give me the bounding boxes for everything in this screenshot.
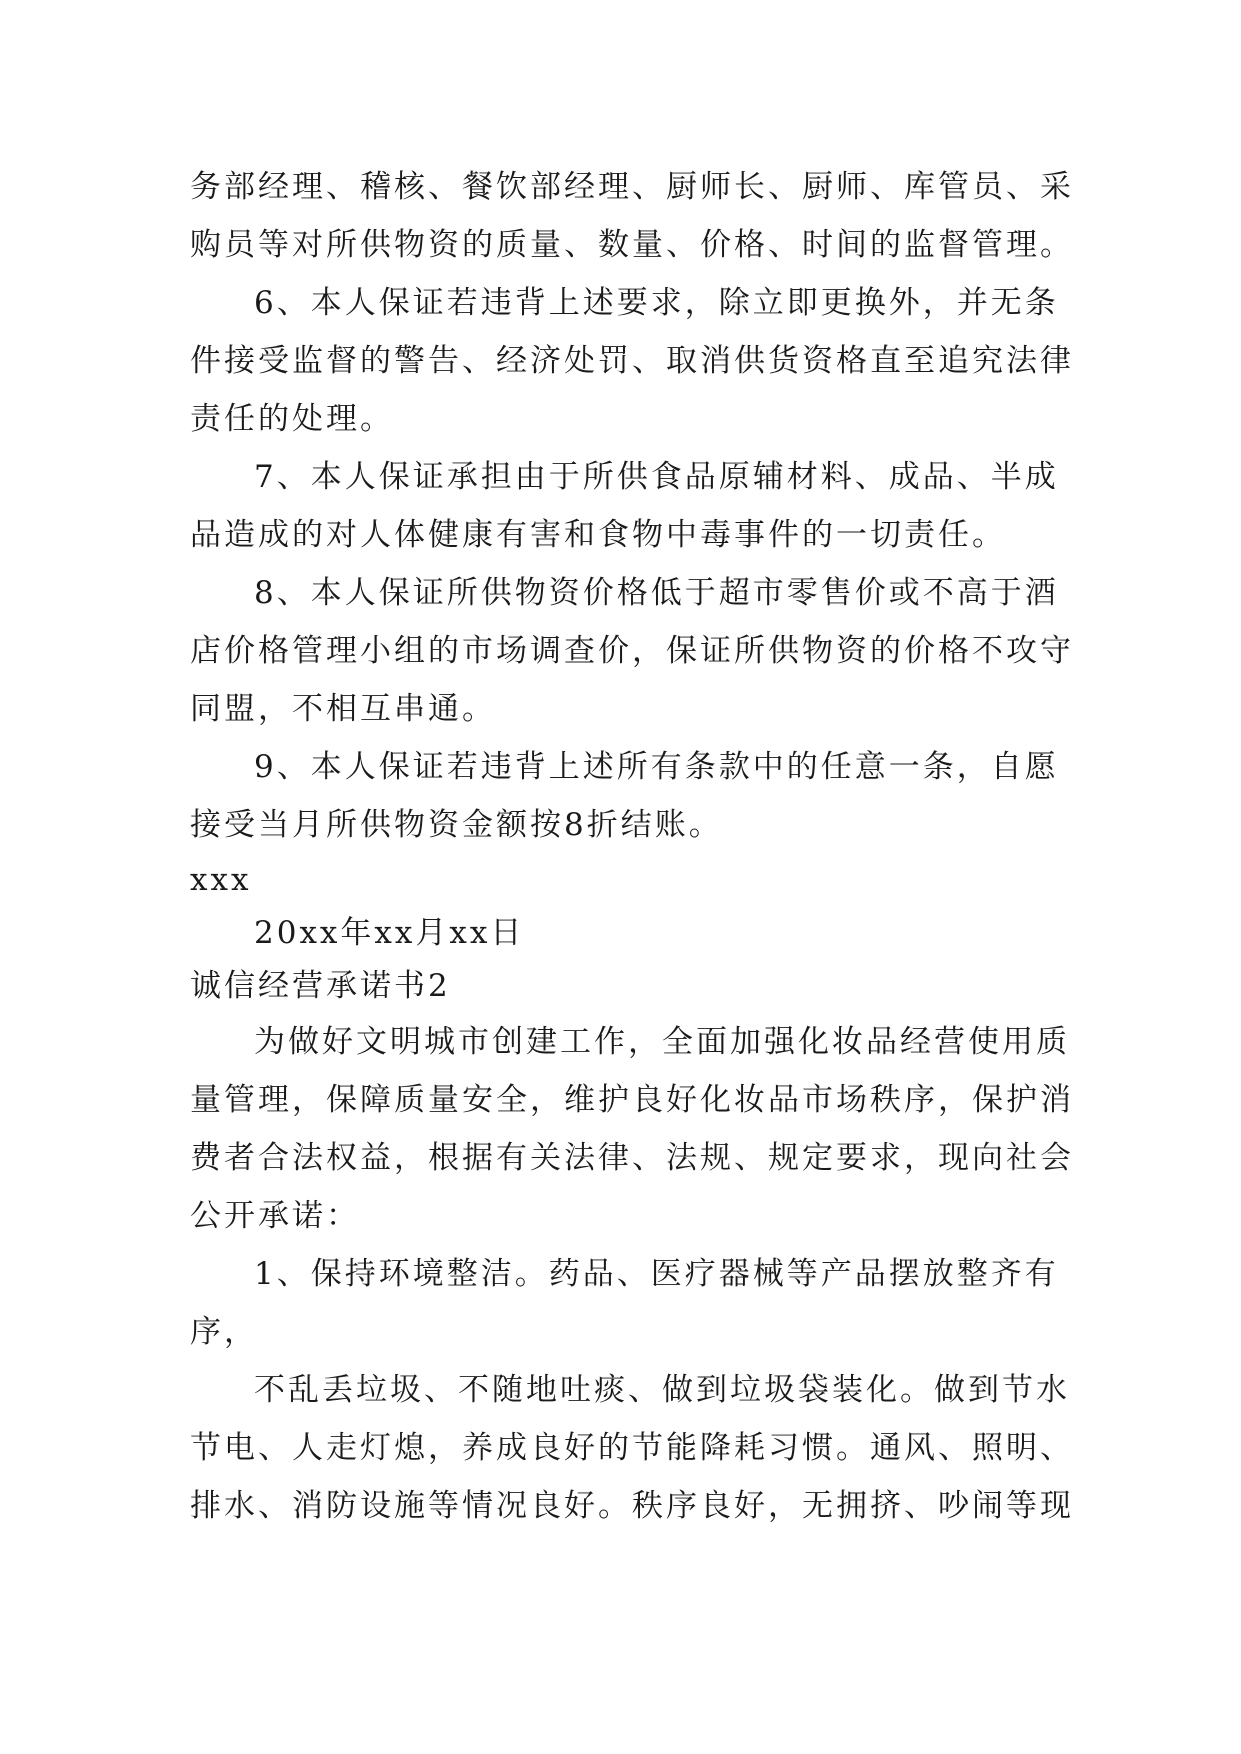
text-line: 务部经理、稽核、餐饮部经理、厨师长、厨师、库管员、采	[190, 169, 1074, 205]
text-line: 件接受监督的警告、经济处罚、取消供货资格直至追究法律	[190, 343, 1074, 379]
clause-9: 9、本人保证若违背上述所有条款中的任意一条，自愿	[254, 749, 1059, 785]
clause-7: 7、本人保证承担由于所供食品原辅材料、成品、半成	[254, 459, 1059, 495]
clause-8: 8、本人保证所供物资价格低于超市零售价或不高于酒	[254, 575, 1059, 611]
signature-name: xxx	[190, 862, 252, 898]
text-line: 接受当月所供物资金额按8折结账。	[190, 807, 723, 843]
text-line: 序，	[190, 1314, 258, 1350]
text-line: 品造成的对人体健康有害和食物中毒事件的一切责任。	[190, 517, 1006, 553]
clause-6: 6、本人保证若违背上述要求，除立即更换外，并无条	[254, 285, 1059, 321]
text-line: 量管理，保障质量安全，维护良好化妆品市场秩序，保护消	[190, 1082, 1074, 1118]
text-line: 责任的处理。	[190, 401, 394, 437]
text-line: 节电、人走灯熄，养成良好的节能降耗习惯。通风、照明、	[190, 1430, 1074, 1466]
text-line: 排水、消防设施等情况良好。秩序良好，无拥挤、吵闹等现	[190, 1488, 1074, 1524]
text-line: 店价格管理小组的市场调查价，保证所供物资的价格不攻守	[190, 633, 1074, 669]
clause-1: 1、保持环境整洁。药品、医疗器械等产品摆放整齐有	[254, 1256, 1059, 1292]
text-line: 公开承诺：	[190, 1198, 360, 1234]
section-title: 诚信经营承诺书2	[190, 968, 451, 1004]
text-line: 购员等对所供物资的质量、数量、价格、时间的监督管理。	[190, 227, 1074, 263]
text-line: 费者合法权益，根据有关法律、法规、规定要求，现向社会	[190, 1140, 1074, 1176]
text-line: 同盟，不相互串通。	[190, 691, 496, 727]
paragraph-start: 不乱丢垃圾、不随地吐痰、做到垃圾袋装化。做到节水	[254, 1372, 1070, 1408]
document-body	[190, 158, 1074, 1535]
intro-paragraph: 为做好文明城市创建工作，全面加强化妆品经营使用质	[254, 1024, 1070, 1060]
signature-date: 20xx年xx月xx日	[254, 915, 525, 951]
